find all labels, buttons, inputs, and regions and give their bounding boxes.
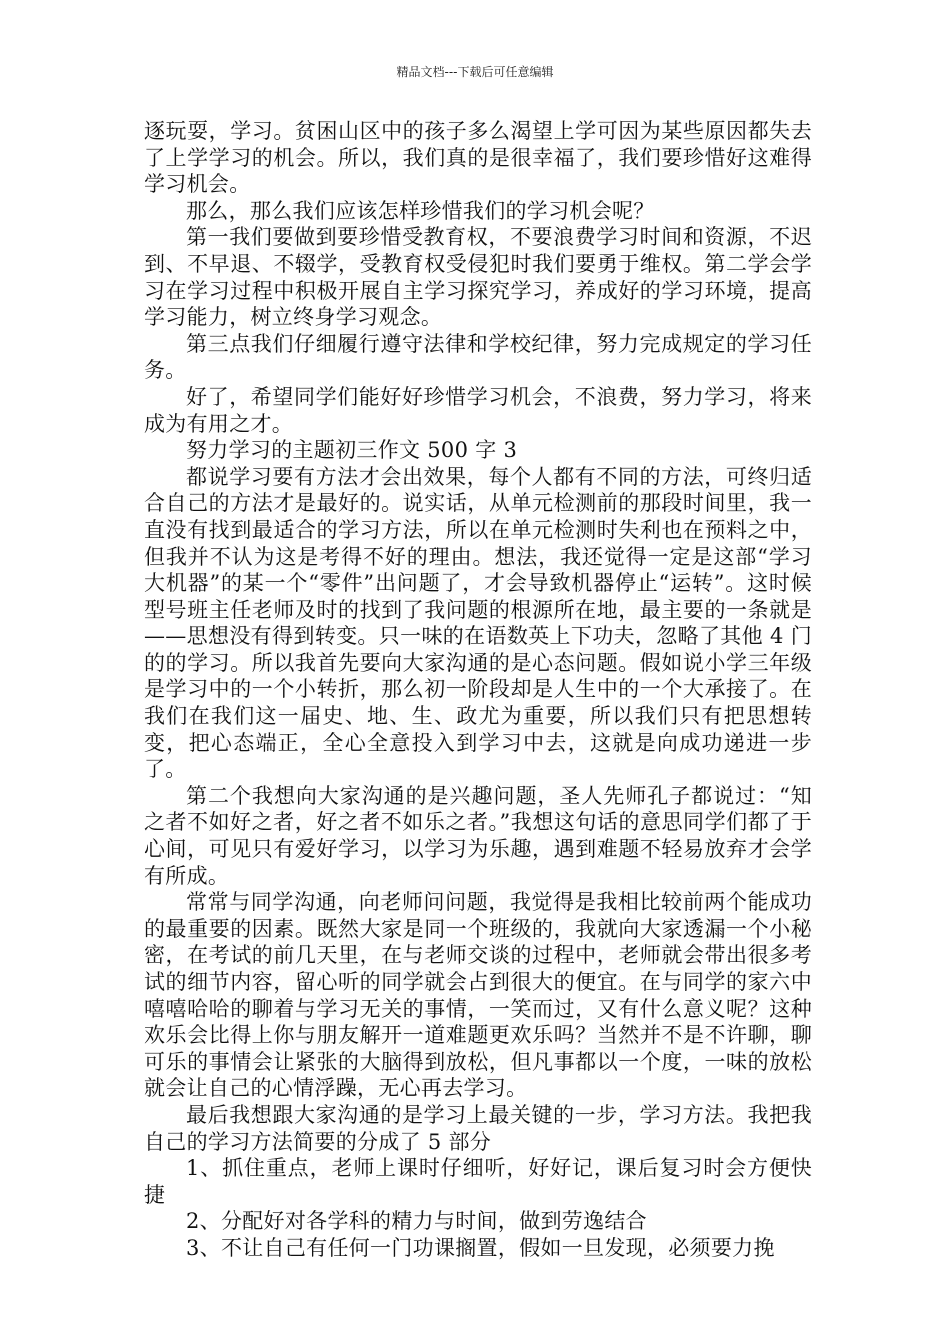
paragraph-7: 都说学习要有方法才会出效果，每个人都有不同的方法，可终归适合自己的方法才是最好的。说实话，从单元检测前的那段时间里，我一直没有找到最适合的学习方法，所以在单元检测时失利也在预料之中，但我并不认为这是考得不好的理由。想法，我还觉得一定是这部“学习大机器”的某一个“零件”出问题了，才会导致机器停止“运转”。这时候型号班主任老师及时的找到了我问题的根源所在地，最主要的一条就是——思想没有得到转变。只一味的在语数英上下功夫，忽略了其他 4 门的的学习。所以我首先要向大家沟通的是心态问题。假如说小学三年级是学习中的一个小转折，那么初一阶段却是人生中的一个大承接了。在我们在我们这一届史、地、生、政尤为重要，所以我们只有把思想转变，把心态端正，全心全意投入到学习中去，这就是向成功递进一步了。 (144, 464, 812, 782)
paragraph-10: 最后我想跟大家沟通的是学习上最关键的一步，学习方法。我把我自己的学习方法简要的分成了 5 部分 (144, 1102, 812, 1154)
paragraph-9: 常常与同学沟通，向老师问问题，我觉得是我相比较前两个能成功的最重要的因素。既然大家是同一个班级的，我就向大家透漏一个小秘密，在考试的前几天里，在与老师交谈的过程中，老师就会带出很多考试的细节内容，留心听的同学就会占到很大的便宜。在与同学的家六中嘻嘻哈哈的聊着与学习无关的事情，一笑而过，又有什么意义呢？这种欢乐会比得上你与朋友解开一道难题更欢乐吗？当然并不是不许聊，聊可乐的事情会让紧张的大脑得到放松，但凡事都以一个度，一味的放松就会让自己的心情浮躁，无心再去学习。 (144, 890, 812, 1101)
list-item-3: 3、不让自己有任何一门功课搁置，假如一旦发现，必须要力挽 (186, 1235, 775, 1260)
list-item-1: 1、抓住重点，老师上课时仔细听，好好记，课后复习时会方便快捷 (144, 1156, 812, 1207)
document-body (144, 118, 812, 1262)
paragraph-3: 第一我们要做到要珍惜受教育权，不要浪费学习时间和资源，不迟到、不早退、不辍学，受教育权受侵犯时我们要勇于维权。第二学会学习在学习过程中积极开展自主学习探究学习，养成好的学习环境，提高学习能力，树立终身学习观念。 (144, 225, 812, 330)
paragraph-1: 逐玩耍，学习。贫困山区中的孩子多么渴望上学可因为某些原因都失去了上学学习的机会。所以，我们真的是很幸福了，我们要珍惜好这难得学习机会。 (144, 119, 812, 197)
paragraph-5: 好了，希望同学们能好好珍惜学习机会，不浪费，努力学习，将来成为有用之才。 (144, 384, 812, 436)
page-header: 精品文档---下载后可任意编辑 (396, 65, 554, 79)
paragraph-8: 第二个我想向大家沟通的是兴趣问题，圣人先师孔子都说过：“知之者不如好之者，好之者不如乐之者。”我想这句话的意思同学们都了于心间，可见只有爱好学习，以学习为乐趣，遇到难题不轻易放弃才会学有所成。 (144, 783, 812, 888)
paragraph-2: 那么，那么我们应该怎样珍惜我们的学习机会呢？ (186, 198, 655, 223)
section-heading: 努力学习的主题初三作文 500 字 3 (186, 438, 518, 463)
paragraph-4: 第三点我们仔细履行遵守法律和学校纪律，努力完成规定的学习任务。 (144, 331, 812, 383)
list-item-2: 2、分配好对各学科的精力与时间，做到劳逸结合 (186, 1209, 647, 1234)
